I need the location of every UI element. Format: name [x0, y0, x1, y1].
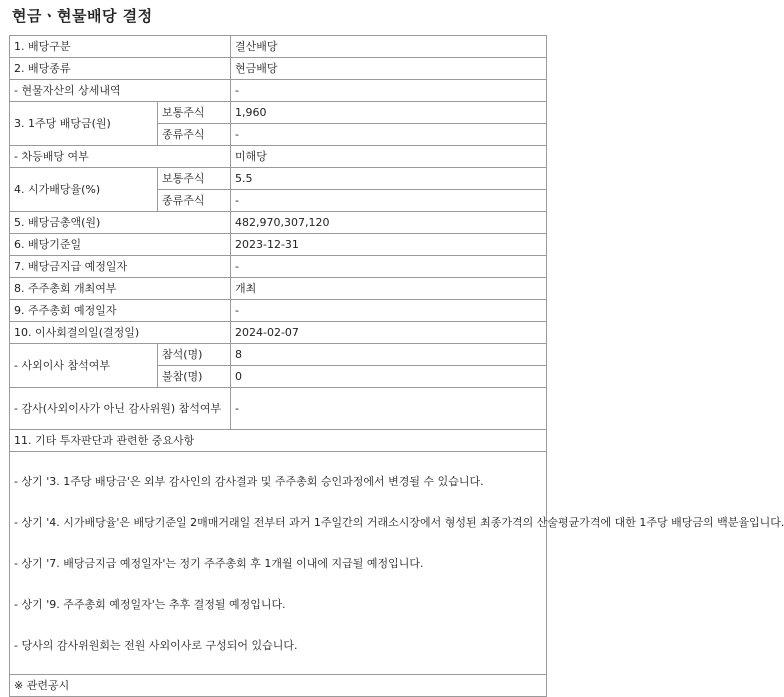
row-value: 5.5	[231, 168, 547, 190]
row-other-matters	[10, 430, 547, 452]
row-value: 1,960	[231, 102, 547, 124]
row-label: ※ 관련공시	[10, 675, 547, 697]
row-agm-date	[10, 300, 547, 322]
row-value: 결산배당	[231, 36, 547, 58]
row-auditor-attendance	[10, 388, 547, 430]
row-dividend-type	[10, 36, 547, 58]
row-differential-dividend	[10, 146, 547, 168]
note-paragraph: - 상기 '7. 배당금지급 예정일자'는 정기 주주총회 후 1개월 이내에 지급될 예정입니다.	[14, 556, 424, 570]
row-payment-date	[10, 256, 547, 278]
row-value: -	[231, 388, 547, 430]
row-value: 8	[231, 344, 547, 366]
row-label: 8. 주주총회 개최여부	[10, 278, 231, 300]
row-value: 미해당	[231, 146, 547, 168]
row-value: 0	[231, 366, 547, 388]
row-value: -	[231, 190, 547, 212]
page-title: 현금ㆍ현물배당 결정	[12, 7, 153, 25]
sub-label: 참석(명)	[158, 344, 231, 366]
row-record-date	[10, 234, 547, 256]
sub-label: 보통주식	[158, 102, 231, 124]
row-related-disclosure	[10, 675, 547, 697]
row-label: - 현물자산의 상세내역	[10, 80, 231, 102]
row-label: 3. 1주당 배당금(원)	[10, 102, 158, 146]
dividend-disclosure-table	[9, 35, 784, 697]
note-paragraph: - 상기 '4. 시가배당율'은 배당기준일 2매매거래일 전부터 과거 1주일간의 거래소시장에서 형성된 최종가격의 산술평균가격에 대한 1주당 배당금의 백분율입니다.	[14, 515, 784, 529]
row-value: 개최	[231, 278, 547, 300]
row-dividend-kind	[10, 58, 547, 80]
row-value: -	[231, 80, 547, 102]
row-label: - 차등배당 여부	[10, 146, 231, 168]
notes-cell	[10, 452, 784, 675]
sub-label: 종류주식	[158, 124, 231, 146]
row-label: 1. 배당구분	[10, 36, 231, 58]
row-value: -	[231, 124, 547, 146]
row-label: 7. 배당금지급 예정일자	[10, 256, 231, 278]
row-label: - 사외이사 참석여부	[10, 344, 158, 388]
row-total-dividend	[10, 212, 547, 234]
row-label: 11. 기타 투자판단과 관련한 중요사항	[10, 430, 547, 452]
row-notes	[10, 452, 547, 675]
row-label: 2. 배당종류	[10, 58, 231, 80]
row-board-resolution-date	[10, 322, 547, 344]
row-value: 2024-02-07	[231, 322, 547, 344]
note-paragraph: - 상기 '9. 주주총회 예정일자'는 추후 결정될 예정입니다.	[14, 597, 286, 611]
row-value: 현금배당	[231, 58, 547, 80]
row-in-kind-details	[10, 80, 547, 102]
sub-label: 보통주식	[158, 168, 231, 190]
row-label: - 감사(사외이사가 아닌 감사위원) 참석여부	[10, 388, 231, 430]
sub-label: 불참(명)	[158, 366, 231, 388]
row-label: 5. 배당금총액(원)	[10, 212, 231, 234]
row-label: 10. 이사회결의일(결정일)	[10, 322, 231, 344]
row-agm-held	[10, 278, 547, 300]
row-value: -	[231, 256, 547, 278]
row-label: 9. 주주총회 예정일자	[10, 300, 231, 322]
row-value: 482,970,307,120	[231, 212, 547, 234]
row-dps-common	[10, 102, 547, 124]
row-value: 2023-12-31	[231, 234, 547, 256]
row-outside-directors-present	[10, 344, 547, 366]
sub-label: 종류주식	[158, 190, 231, 212]
row-label: 6. 배당기준일	[10, 234, 231, 256]
row-yield-common	[10, 168, 547, 190]
row-label: 4. 시가배당율(%)	[10, 168, 158, 212]
note-paragraph: - 당사의 감사위원회는 전원 사외이사로 구성되어 있습니다.	[14, 638, 298, 652]
row-value: -	[231, 300, 547, 322]
note-paragraph: - 상기 '3. 1주당 배당금'은 외부 감사인의 감사결과 및 주주총회 승인과정에서 변경될 수 있습니다.	[14, 474, 484, 488]
